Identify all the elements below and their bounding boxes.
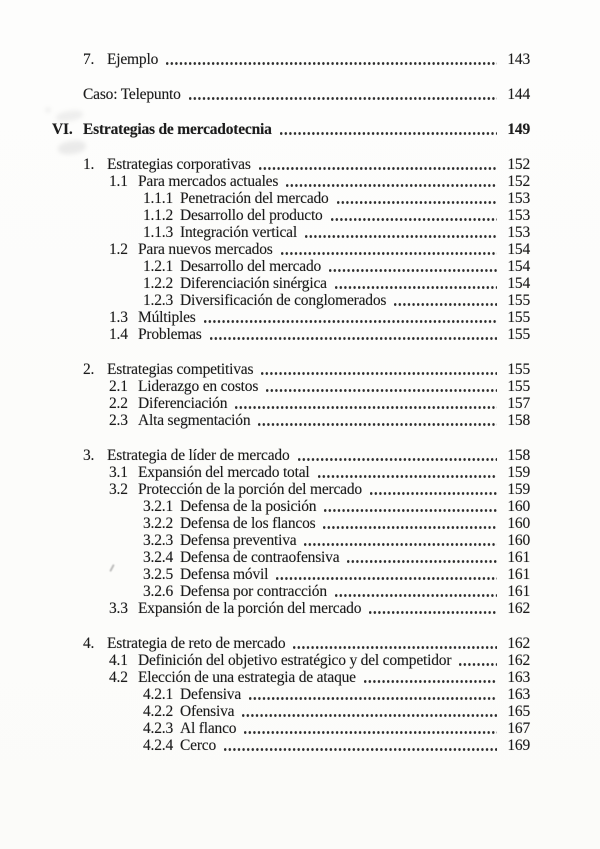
toc-row-number: 2. — [83, 361, 95, 378]
toc-row-number: 4.2.3 — [143, 720, 174, 737]
toc-row-number: 3.2.6 — [143, 583, 174, 600]
toc-row-label: Defensa por contracción — [180, 583, 327, 600]
toc-row — [52, 549, 530, 566]
toc-row-page: 169 — [507, 737, 530, 754]
toc-row — [52, 720, 530, 737]
toc-row-number: 1.1.2 — [143, 207, 174, 224]
dot-leader — [369, 611, 497, 614]
toc-row-label: Cerco — [180, 737, 217, 754]
toc-row-number: 1. — [83, 156, 95, 173]
toc-row — [52, 703, 530, 720]
toc-row — [52, 361, 530, 378]
dot-leader — [370, 492, 497, 495]
toc-row-label: Defensa de los flancos — [180, 515, 316, 532]
toc-row-label: Elección de una estrategia de ataque — [138, 669, 356, 686]
toc-row — [52, 156, 530, 173]
toc-list — [52, 51, 530, 754]
toc-row-number: 1.2 — [109, 241, 128, 258]
toc-row-number: 4.2.1 — [143, 686, 174, 703]
toc-row — [52, 600, 530, 617]
toc-row-page: 162 — [507, 652, 530, 669]
toc-row — [52, 207, 530, 224]
toc-row-number: 2.3 — [109, 412, 128, 429]
toc-row-page: 165 — [507, 703, 530, 720]
toc-row-number: 3.2.5 — [143, 566, 174, 583]
toc-row-number: VI. — [52, 121, 73, 138]
dot-leader — [204, 320, 497, 323]
toc-row-label: Desarrollo del producto — [180, 207, 323, 224]
toc-row-page: 160 — [507, 498, 530, 515]
dot-leader — [323, 526, 497, 529]
toc-row-page: 152 — [507, 156, 530, 173]
toc-row — [52, 224, 530, 241]
toc-row-label: Estrategias competitivas — [107, 361, 254, 378]
toc-row-number: 4.2.4 — [143, 737, 174, 754]
toc-row-page: 163 — [507, 669, 530, 686]
dot-leader — [242, 714, 497, 717]
toc-row-label: Estrategias de mercadotecnia — [83, 121, 272, 138]
dot-leader — [335, 286, 497, 289]
toc-row — [52, 481, 530, 498]
dot-leader — [280, 132, 497, 135]
toc-row — [52, 121, 530, 138]
toc-row-page: 153 — [507, 224, 530, 241]
toc-row — [52, 173, 530, 190]
toc-row-number: 3.2.1 — [143, 498, 174, 515]
toc-row — [52, 686, 530, 703]
dot-leader — [394, 303, 497, 306]
toc-row-page: 158 — [507, 412, 530, 429]
toc-row-label: Defensa móvil — [180, 566, 269, 583]
toc-row-number: 1.1.1 — [143, 190, 174, 207]
toc-row-page: 161 — [507, 566, 530, 583]
toc-row — [52, 447, 530, 464]
toc-row-label: Para mercados actuales — [138, 173, 279, 190]
toc-row-page: 155 — [507, 361, 530, 378]
dot-leader — [244, 731, 497, 734]
toc-row-number: 2.1 — [109, 378, 128, 395]
toc-row — [52, 275, 530, 292]
toc-row-label: Al flanco — [180, 720, 237, 737]
toc-row — [52, 412, 530, 429]
dot-leader — [459, 663, 497, 666]
toc-row-number: 4.2.2 — [143, 703, 174, 720]
dot-leader — [259, 167, 497, 170]
dot-leader — [304, 543, 497, 546]
toc-row-label: Defensa preventiva — [180, 532, 297, 549]
toc-row-page: 160 — [507, 515, 530, 532]
toc-row-number: 3.2.3 — [143, 532, 174, 549]
toc-row-label: Múltiples — [138, 309, 196, 326]
dot-leader — [318, 475, 497, 478]
toc-row-page: 155 — [507, 378, 530, 395]
toc-row-page: 154 — [507, 275, 530, 292]
dot-leader — [347, 560, 497, 563]
toc-row — [52, 258, 530, 275]
dot-leader — [364, 680, 497, 683]
toc-row-label: Estrategia de líder de mercado — [107, 447, 290, 464]
toc-row — [52, 737, 530, 754]
toc-row-label: Defensa de la posición — [180, 498, 317, 515]
toc-row-label: Diferenciación — [138, 395, 228, 412]
toc-row-label: Integración vertical — [180, 224, 297, 241]
toc-row-label: Para nuevos mercados — [138, 241, 273, 258]
dot-leader — [224, 748, 497, 751]
toc-row — [52, 378, 530, 395]
toc-row-page: 154 — [507, 258, 530, 275]
toc-row — [52, 309, 530, 326]
toc-row — [52, 326, 530, 343]
toc-row-number: 3.2 — [109, 481, 128, 498]
toc-row-label: Defensa de contraofensiva — [180, 549, 340, 566]
toc-row-number: 2.2 — [109, 395, 128, 412]
toc-row — [52, 190, 530, 207]
toc-row-page: 149 — [507, 121, 530, 138]
toc-row — [52, 241, 530, 258]
toc-row-page: 143 — [507, 51, 530, 68]
toc-row-page: 167 — [507, 720, 530, 737]
toc-row-page: 155 — [507, 292, 530, 309]
dot-leader — [337, 201, 497, 204]
dot-leader — [258, 423, 497, 426]
toc-row-label: Definición del objetivo estratégico y del competidor — [138, 652, 452, 669]
toc-row-page: 162 — [507, 600, 530, 617]
toc-row-label: Estrategia de reto de mercado — [107, 635, 286, 652]
toc-row — [52, 652, 530, 669]
toc-row-page: 161 — [507, 583, 530, 600]
dot-leader — [249, 697, 497, 700]
toc-row-number: 3.2.4 — [143, 549, 174, 566]
toc-row-page: 155 — [507, 326, 530, 343]
dot-leader — [235, 406, 497, 409]
toc-row-number: 3.2.2 — [143, 515, 174, 532]
dot-leader — [166, 62, 497, 65]
toc-row — [52, 498, 530, 515]
dot-leader — [305, 235, 497, 238]
dot-leader — [335, 594, 497, 597]
dot-leader — [329, 269, 497, 272]
dot-leader — [266, 389, 497, 392]
toc-row-number: 1.2.1 — [143, 258, 174, 275]
toc-row-number: 1.2.3 — [143, 292, 174, 309]
dot-leader — [324, 509, 497, 512]
toc-row-page: 154 — [507, 241, 530, 258]
toc-row-page: 152 — [507, 173, 530, 190]
toc-row-number: 3.1 — [109, 464, 128, 481]
toc-row-page: 159 — [507, 464, 530, 481]
toc-row-label: Problemas — [138, 326, 202, 343]
toc-row-page: 162 — [507, 635, 530, 652]
dot-leader — [293, 646, 497, 649]
toc-row-page: 160 — [507, 532, 530, 549]
toc-row-label: Defensiva — [180, 686, 242, 703]
toc-row — [52, 395, 530, 412]
toc-row-number: 1.4 — [109, 326, 128, 343]
dot-leader — [331, 218, 497, 221]
toc-row-number: 1.1 — [109, 173, 128, 190]
toc-row-label: Protección de la porción del mercado — [138, 481, 362, 498]
toc-row-label: Ejemplo — [107, 51, 159, 68]
toc-row-label: Diferenciación sinérgica — [180, 275, 327, 292]
toc-row-page: 155 — [507, 309, 530, 326]
toc-row-label: Ofensiva — [180, 703, 235, 720]
toc-row-page: 161 — [507, 549, 530, 566]
toc-row-page: 159 — [507, 481, 530, 498]
toc-row-number: 1.3 — [109, 309, 128, 326]
toc-row-label: Diversificación de conglomerados — [180, 292, 387, 309]
toc-row-number: 7. — [83, 51, 95, 68]
toc-row — [52, 669, 530, 686]
toc-row-page: 158 — [507, 447, 530, 464]
toc-row — [52, 566, 530, 583]
toc-row-page: 144 — [507, 86, 530, 103]
dot-leader — [210, 337, 497, 340]
toc-row-page: 163 — [507, 686, 530, 703]
dot-leader — [276, 577, 497, 580]
toc-row-page: 153 — [507, 207, 530, 224]
toc-row-label: Caso: Telepunto — [83, 86, 181, 103]
toc-row-number: 1.2.2 — [143, 275, 174, 292]
toc-row-page: 157 — [507, 395, 530, 412]
toc-row-label: Expansión del mercado total — [138, 464, 310, 481]
toc-row-number: 1.1.3 — [143, 224, 174, 241]
dot-leader — [261, 372, 497, 375]
toc-row-number: 4. — [83, 635, 95, 652]
toc-row-label: Desarrollo del mercado — [180, 258, 322, 275]
toc-row — [52, 515, 530, 532]
toc-row-number: 3.3 — [109, 600, 128, 617]
toc-row — [52, 86, 530, 103]
toc-row-label: Estrategias corporativas — [107, 156, 251, 173]
toc-row — [52, 464, 530, 481]
toc-row-number: 3. — [83, 447, 95, 464]
dot-leader — [286, 184, 497, 187]
dot-leader — [189, 97, 497, 100]
scan-artifact — [46, 108, 50, 112]
toc-row-page: 153 — [507, 190, 530, 207]
toc-row-label: Penetración del mercado — [180, 190, 329, 207]
toc-row — [52, 532, 530, 549]
toc-row — [52, 292, 530, 309]
toc-row-label: Alta segmentación — [138, 412, 251, 429]
toc-row — [52, 51, 530, 68]
dot-leader — [281, 252, 497, 255]
toc-row-label: Liderazgo en costos — [138, 378, 259, 395]
toc-row-number: 4.2 — [109, 669, 128, 686]
dot-leader — [298, 458, 498, 461]
toc-row-number: 4.1 — [109, 652, 128, 669]
toc-row — [52, 635, 530, 652]
toc-row-label: Expansión de la porción del mercado — [138, 600, 362, 617]
toc-row — [52, 583, 530, 600]
